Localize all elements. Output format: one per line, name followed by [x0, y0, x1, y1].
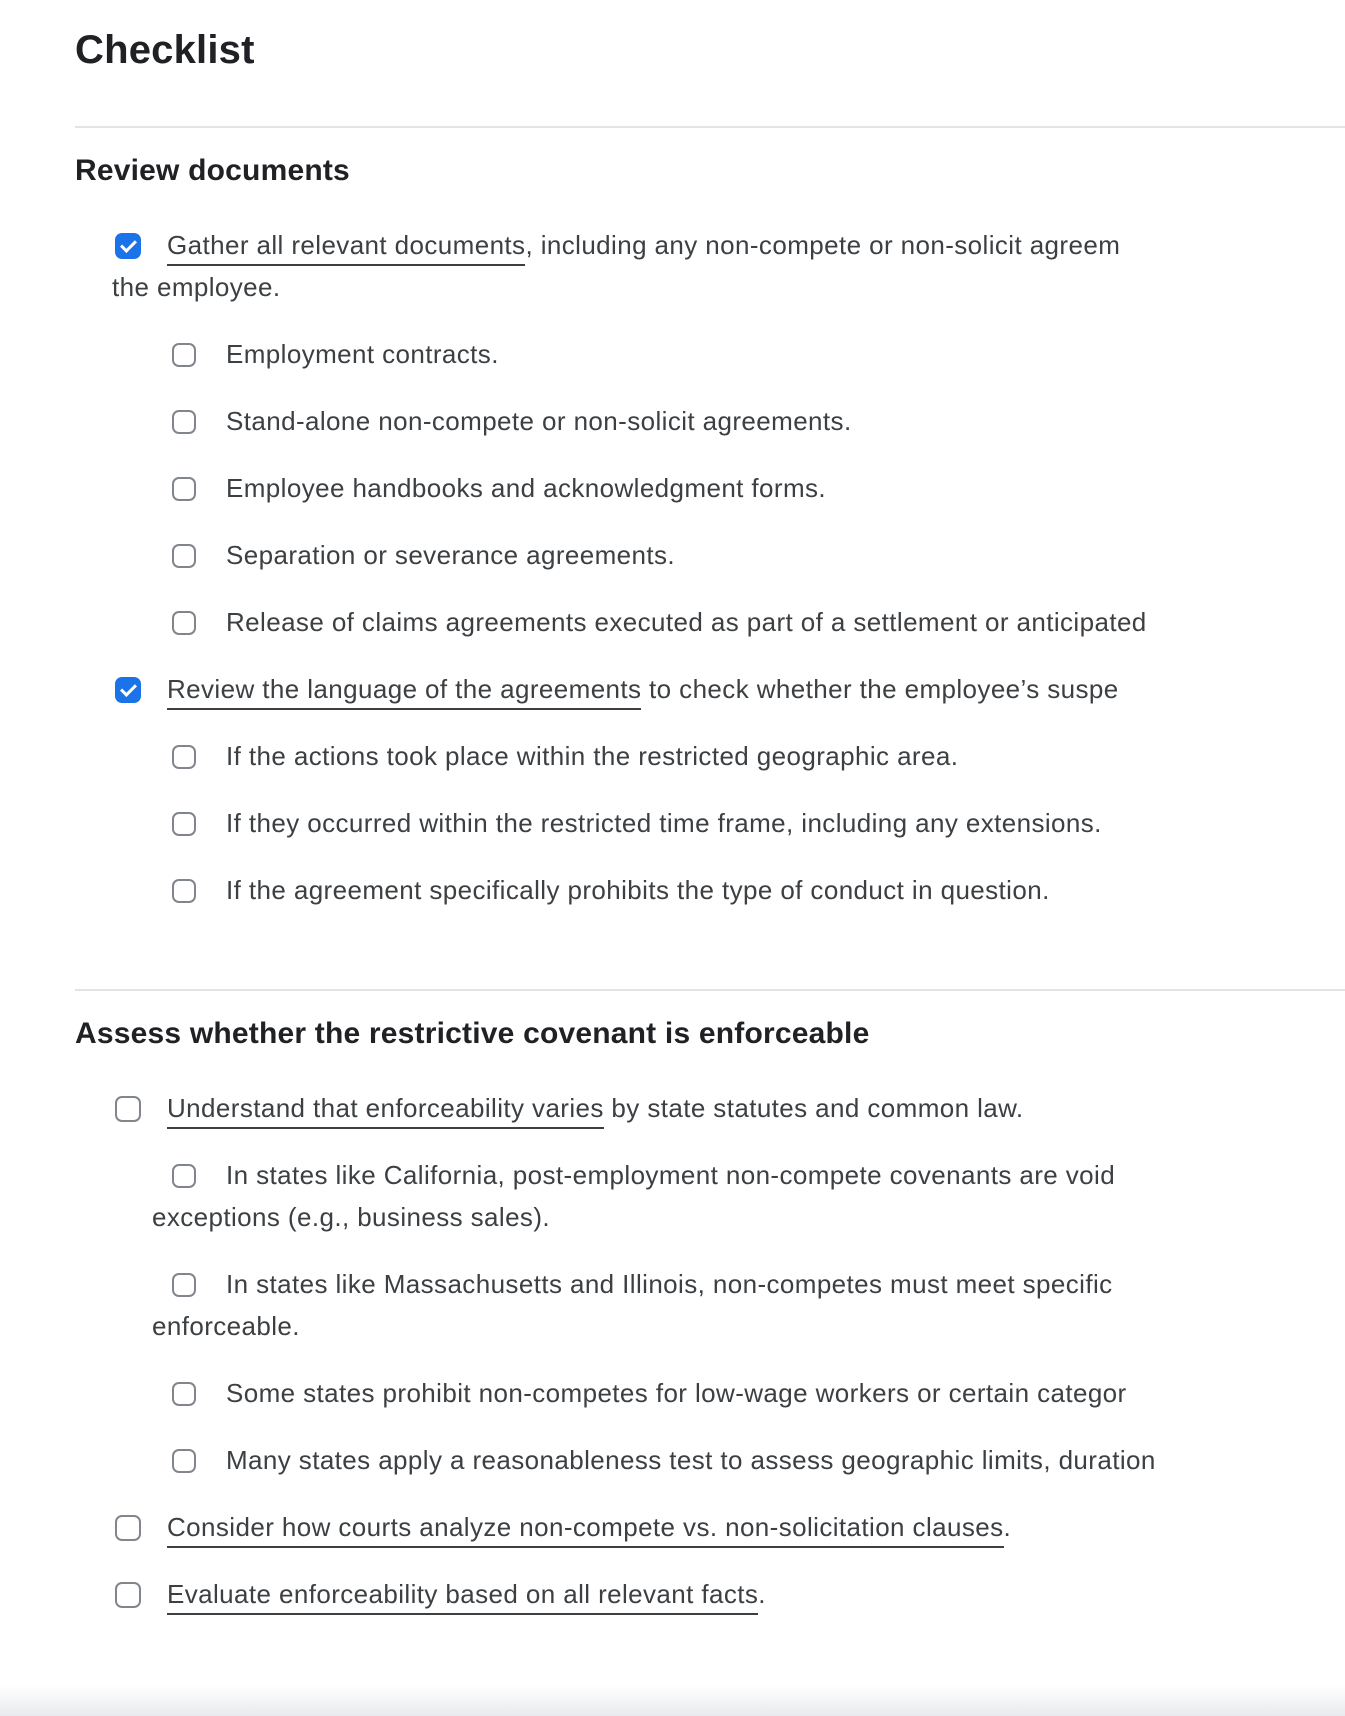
- item-text: Separation or severance agreements.: [226, 540, 676, 570]
- checklist-subitem: [75, 534, 1345, 576]
- item-link[interactable]: Evaluate enforceability based on all relevant facts: [167, 1579, 758, 1615]
- item-link[interactable]: Understand that enforceability varies: [167, 1093, 604, 1129]
- page-title: Checklist: [75, 28, 255, 72]
- section-title-assess-enforceability: Assess whether the restrictive covenant is enforceable: [75, 1017, 870, 1050]
- checklist-subitem: [75, 1263, 1345, 1347]
- checkmark-icon: [115, 677, 141, 703]
- bottom-scroll-fade: [0, 1686, 1345, 1716]
- checklist-item: [75, 1087, 1345, 1129]
- section-divider: [75, 126, 1345, 128]
- checkbox-unchecked[interactable]: [172, 812, 196, 836]
- item-text-line2: enforceable.: [152, 1311, 300, 1341]
- checklist-subitem: [75, 1439, 1345, 1481]
- checklist-assess-enforceability: [75, 1087, 1345, 1615]
- item-text: by state statutes and common law.: [603, 1093, 1024, 1123]
- item-text: , including any non-compete or non-solicit agreem: [525, 230, 1121, 260]
- item-text: If the agreement specifically prohibits the type of conduct in question.: [226, 875, 1050, 905]
- checklist-subitem: [75, 601, 1345, 643]
- item-text: If they occurred within the restricted time frame, including any extensions.: [226, 808, 1102, 838]
- item-link[interactable]: Review the language of the agreements: [167, 674, 641, 710]
- section-title-review-documents: Review documents: [75, 154, 350, 187]
- checklist-subitem: [75, 869, 1345, 911]
- section-divider: [75, 989, 1345, 991]
- checkbox-unchecked[interactable]: [172, 343, 196, 367]
- checklist-item: [75, 224, 1345, 308]
- checkbox-unchecked[interactable]: [115, 1096, 141, 1122]
- checklist-item: [75, 668, 1345, 710]
- item-text: In states like California, post-employment non-compete covenants are void: [226, 1160, 1116, 1190]
- checkbox-unchecked[interactable]: [172, 1273, 196, 1297]
- item-text: If the actions took place within the restricted geographic area.: [226, 741, 959, 771]
- checkbox-unchecked[interactable]: [115, 1515, 141, 1541]
- item-text: Employee handbooks and acknowledgment forms.: [226, 473, 827, 503]
- item-text-line2: the employee.: [112, 272, 281, 302]
- checkbox-unchecked[interactable]: [172, 611, 196, 635]
- item-link[interactable]: Gather all relevant documents: [167, 230, 525, 266]
- checklist-subitem: [75, 1372, 1345, 1414]
- checkbox-checked[interactable]: [115, 233, 141, 259]
- checkbox-unchecked[interactable]: [115, 1582, 141, 1608]
- checklist-subitem: [75, 467, 1345, 509]
- item-text: In states like Massachusetts and Illinois, non-competes must meet specific: [226, 1269, 1113, 1299]
- checklist-review-documents: [75, 224, 1345, 911]
- item-link[interactable]: Consider how courts analyze non-compete vs. non-solicitation clauses: [167, 1512, 1004, 1548]
- checklist-subitem: [75, 1154, 1345, 1238]
- checkbox-unchecked[interactable]: [172, 544, 196, 568]
- item-text: .: [1003, 1512, 1012, 1542]
- checkbox-unchecked[interactable]: [172, 477, 196, 501]
- checkbox-unchecked[interactable]: [172, 1164, 196, 1188]
- checkbox-unchecked[interactable]: [172, 745, 196, 769]
- checklist-item: [75, 1573, 1345, 1615]
- checkbox-unchecked[interactable]: [172, 410, 196, 434]
- checkbox-unchecked[interactable]: [172, 1382, 196, 1406]
- checklist-subitem: [75, 333, 1345, 375]
- item-text: Many states apply a reasonableness test to assess geographic limits, duration: [226, 1445, 1156, 1475]
- item-text: Some states prohibit non-competes for low-wage workers or certain categor: [226, 1378, 1127, 1408]
- item-text-line2: exceptions (e.g., business sales).: [152, 1202, 551, 1232]
- checklist-subitem: [75, 735, 1345, 777]
- checkbox-unchecked[interactable]: [172, 879, 196, 903]
- checkmark-icon: [115, 233, 141, 259]
- item-text: Employment contracts.: [226, 339, 499, 369]
- item-text: Release of claims agreements executed as part of a settlement or anticipated: [226, 607, 1147, 637]
- page-content: [0, 26, 1345, 1615]
- checkbox-checked[interactable]: [115, 677, 141, 703]
- item-text: .: [758, 1579, 766, 1609]
- item-text: Stand-alone non-compete or non-solicit agreements.: [226, 406, 852, 436]
- checklist-subitem: [75, 400, 1345, 442]
- item-text: to check whether the employee’s suspe: [641, 674, 1119, 704]
- checklist-subitem: [75, 802, 1345, 844]
- checklist-item: [75, 1506, 1345, 1548]
- checkbox-unchecked[interactable]: [172, 1449, 196, 1473]
